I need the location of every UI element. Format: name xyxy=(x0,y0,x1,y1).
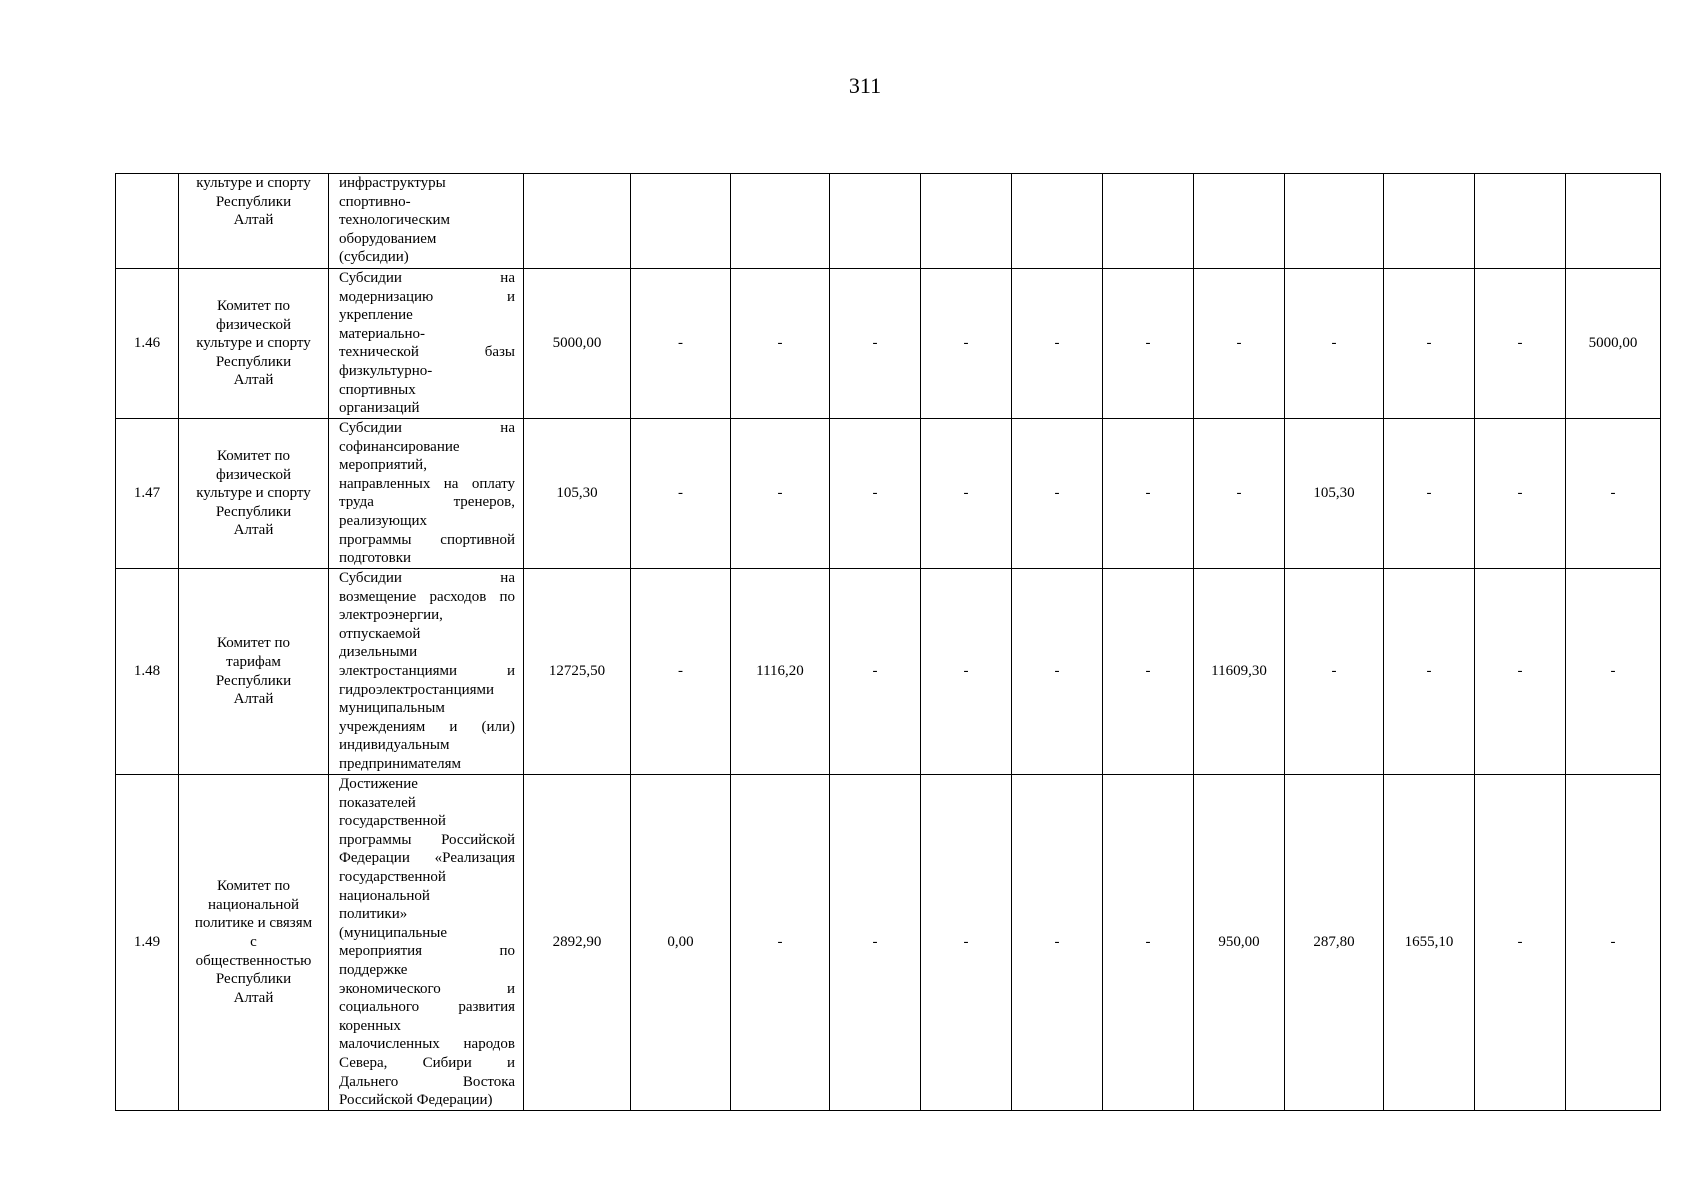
description-line: инфраструктуры xyxy=(339,175,446,191)
amount-cell: - xyxy=(830,269,921,419)
organization-line: культуре и спорту xyxy=(196,485,311,502)
amount-cell: - xyxy=(1012,569,1103,775)
amount-cell: - xyxy=(1475,775,1566,1111)
amount-cell: - xyxy=(1012,775,1103,1111)
organization-line: Комитет по xyxy=(216,298,291,315)
amount-cell: 287,80 xyxy=(1285,775,1384,1111)
amount-cell: 2892,90 xyxy=(524,775,631,1111)
amount-cell xyxy=(1566,174,1661,269)
description-line: показателей xyxy=(339,794,416,811)
amount-cell: - xyxy=(731,419,830,569)
description-line: электростанциями и xyxy=(339,662,515,679)
amount-cell: - xyxy=(731,269,830,419)
amount-cell xyxy=(1384,174,1475,269)
page-number: 311 xyxy=(848,73,882,98)
amount-cell: - xyxy=(1384,419,1475,569)
description-line: малочисленных народов xyxy=(339,1036,515,1053)
description-line: дизельными xyxy=(339,644,418,661)
amount-cell: - xyxy=(830,419,921,569)
amount-cell: - xyxy=(631,569,731,775)
description-line: электроэнергии, xyxy=(339,607,443,624)
description-line: экономического и xyxy=(339,980,515,997)
description-line: коренных xyxy=(339,1017,401,1034)
description-line: организаций xyxy=(339,400,420,417)
description-line: государственной xyxy=(339,813,446,830)
organization-line: политике и связям xyxy=(194,915,313,932)
amount-cell: - xyxy=(1285,269,1384,419)
description-line: предпринимателям xyxy=(339,755,461,772)
table-row xyxy=(116,775,1661,1111)
description-cell xyxy=(329,269,524,419)
amount-cell: - xyxy=(1194,269,1285,419)
organization-line: с xyxy=(250,934,257,951)
description-line: материально- xyxy=(339,325,426,342)
amount-cell: - xyxy=(1384,269,1475,419)
amount-cell xyxy=(830,174,921,269)
organization-line: физической xyxy=(216,466,291,483)
organization-line: Комитет по xyxy=(216,448,291,465)
description-cell xyxy=(329,174,524,269)
amount-cell: - xyxy=(1103,569,1194,775)
table-row xyxy=(116,569,1661,775)
row-number-cell: 1.48 xyxy=(116,569,179,775)
organization-line: тарифам xyxy=(226,653,281,670)
description-line: реализующих xyxy=(339,512,428,529)
description-line: спортивно- xyxy=(339,193,411,210)
description-line: учреждениям и (или) xyxy=(339,718,515,735)
organization-line: Алтай xyxy=(233,989,274,1006)
description-line: направленных на оплату xyxy=(339,475,515,492)
amount-cell: - xyxy=(921,269,1012,419)
amount-cell xyxy=(631,174,731,269)
table-row xyxy=(116,419,1661,569)
description-line: мероприятия по xyxy=(339,943,515,960)
amount-cell: - xyxy=(1475,419,1566,569)
description-cell xyxy=(329,419,524,569)
amount-cell: - xyxy=(1566,569,1661,775)
description-line: Субсидии на xyxy=(339,570,515,586)
amount-cell xyxy=(1194,174,1285,269)
description-line: софинансирование xyxy=(339,438,460,455)
organization-line: Алтай xyxy=(233,372,274,389)
amount-cell: - xyxy=(731,775,830,1111)
description-line: физкультурно- xyxy=(339,362,433,379)
amount-cell xyxy=(1012,174,1103,269)
amount-cell: - xyxy=(1103,775,1194,1111)
amount-cell: - xyxy=(1194,419,1285,569)
amount-cell: 950,00 xyxy=(1194,775,1285,1111)
description-line: Севера, Сибири и xyxy=(339,1054,515,1071)
amount-cell: - xyxy=(921,775,1012,1111)
description-line: Российской Федерации) xyxy=(339,1092,493,1109)
description-line: укрепление xyxy=(339,307,413,324)
organization-line: Республики xyxy=(215,503,292,520)
amount-cell: 5000,00 xyxy=(1566,269,1661,419)
description-cell xyxy=(329,775,524,1111)
amount-cell: - xyxy=(1566,419,1661,569)
organization-line: культуре и спорту xyxy=(196,175,311,191)
description-line: Дальнего Востока xyxy=(339,1073,515,1090)
amount-cell: - xyxy=(1475,269,1566,419)
organization-cell xyxy=(179,419,329,569)
organization-line: Алтай xyxy=(233,522,274,539)
amount-cell xyxy=(1285,174,1384,269)
organization-cell xyxy=(179,174,329,269)
amount-cell xyxy=(1103,174,1194,269)
amount-cell: - xyxy=(921,569,1012,775)
amount-cell: 1655,10 xyxy=(1384,775,1475,1111)
organization-line: Республики xyxy=(215,971,292,988)
description-line: поддержке xyxy=(339,961,408,978)
organization-cell xyxy=(179,269,329,419)
organization-line: культуре и спорту xyxy=(196,335,311,352)
amount-cell: 0,00 xyxy=(631,775,731,1111)
description-line: Субсидии на xyxy=(339,270,515,286)
organization-line: Комитет по xyxy=(216,878,291,895)
organization-cell xyxy=(179,569,329,775)
description-line: спортивных xyxy=(339,381,416,398)
amount-cell: - xyxy=(1566,775,1661,1111)
description-line: политики» xyxy=(339,906,408,923)
amount-cell: - xyxy=(1475,569,1566,775)
organization-line: Республики xyxy=(215,193,292,210)
description-line: национальной xyxy=(339,887,430,904)
description-line: Достижение xyxy=(339,776,418,792)
description-line: Субсидии на xyxy=(339,420,515,436)
amount-cell: 105,30 xyxy=(524,419,631,569)
row-number-cell: 1.46 xyxy=(116,269,179,419)
amount-cell: 11609,30 xyxy=(1194,569,1285,775)
organization-line: общественностью xyxy=(195,952,312,969)
amount-cell: 105,30 xyxy=(1285,419,1384,569)
description-line: (субсидии) xyxy=(339,249,409,266)
table-row xyxy=(116,269,1661,419)
row-number-cell xyxy=(116,174,179,269)
description-line: модернизацию и xyxy=(339,288,515,305)
description-line: технологическим xyxy=(339,212,451,229)
amount-cell xyxy=(731,174,830,269)
description-line: государственной xyxy=(339,868,446,885)
description-line: программы Российской xyxy=(339,831,515,848)
description-line: технической базы xyxy=(339,344,515,361)
amount-cell: - xyxy=(1103,419,1194,569)
description-line: программы спортивной xyxy=(339,531,515,548)
amount-cell: - xyxy=(1012,419,1103,569)
amount-cell xyxy=(524,174,631,269)
description-line: отпускаемой xyxy=(339,625,421,642)
amount-cell: - xyxy=(921,419,1012,569)
organization-cell xyxy=(179,775,329,1111)
amount-cell: 1116,20 xyxy=(731,569,830,775)
table-row xyxy=(116,174,1661,269)
description-line: муниципальным xyxy=(339,700,445,717)
amount-cell: - xyxy=(1384,569,1475,775)
row-number-cell: 1.49 xyxy=(116,775,179,1111)
description-line: гидроэлектростанциями xyxy=(339,681,495,698)
description-line: подготовки xyxy=(339,550,412,567)
amount-cell: - xyxy=(1285,569,1384,775)
organization-line: Алтай xyxy=(233,691,274,708)
amount-cell: - xyxy=(631,419,731,569)
amount-cell: 12725,50 xyxy=(524,569,631,775)
organization-line: Республики xyxy=(215,672,292,689)
description-line: (муниципальные xyxy=(339,924,448,941)
description-line: мероприятий, xyxy=(339,457,427,474)
row-number-cell: 1.47 xyxy=(116,419,179,569)
organization-line: национальной xyxy=(208,896,299,913)
organization-line: Комитет по xyxy=(216,635,291,652)
amount-cell: - xyxy=(631,269,731,419)
description-line: Федерации «Реализация xyxy=(339,850,515,867)
amount-cell: - xyxy=(1012,269,1103,419)
amount-cell: - xyxy=(830,775,921,1111)
amount-cell: 5000,00 xyxy=(524,269,631,419)
organization-line: Алтай xyxy=(233,212,274,229)
organization-line: Республики xyxy=(215,353,292,370)
description-line: оборудованием xyxy=(339,230,437,247)
amount-cell: - xyxy=(1103,269,1194,419)
description-line: социального развития xyxy=(339,999,515,1016)
description-line: индивидуальным xyxy=(339,737,450,754)
organization-line: физической xyxy=(216,316,291,333)
description-line: труда тренеров, xyxy=(339,494,515,511)
amount-cell xyxy=(921,174,1012,269)
description-line: возмещение расходов по xyxy=(339,588,515,605)
description-cell xyxy=(329,569,524,775)
budget-table xyxy=(115,173,1661,1111)
amount-cell xyxy=(1475,174,1566,269)
amount-cell: - xyxy=(830,569,921,775)
